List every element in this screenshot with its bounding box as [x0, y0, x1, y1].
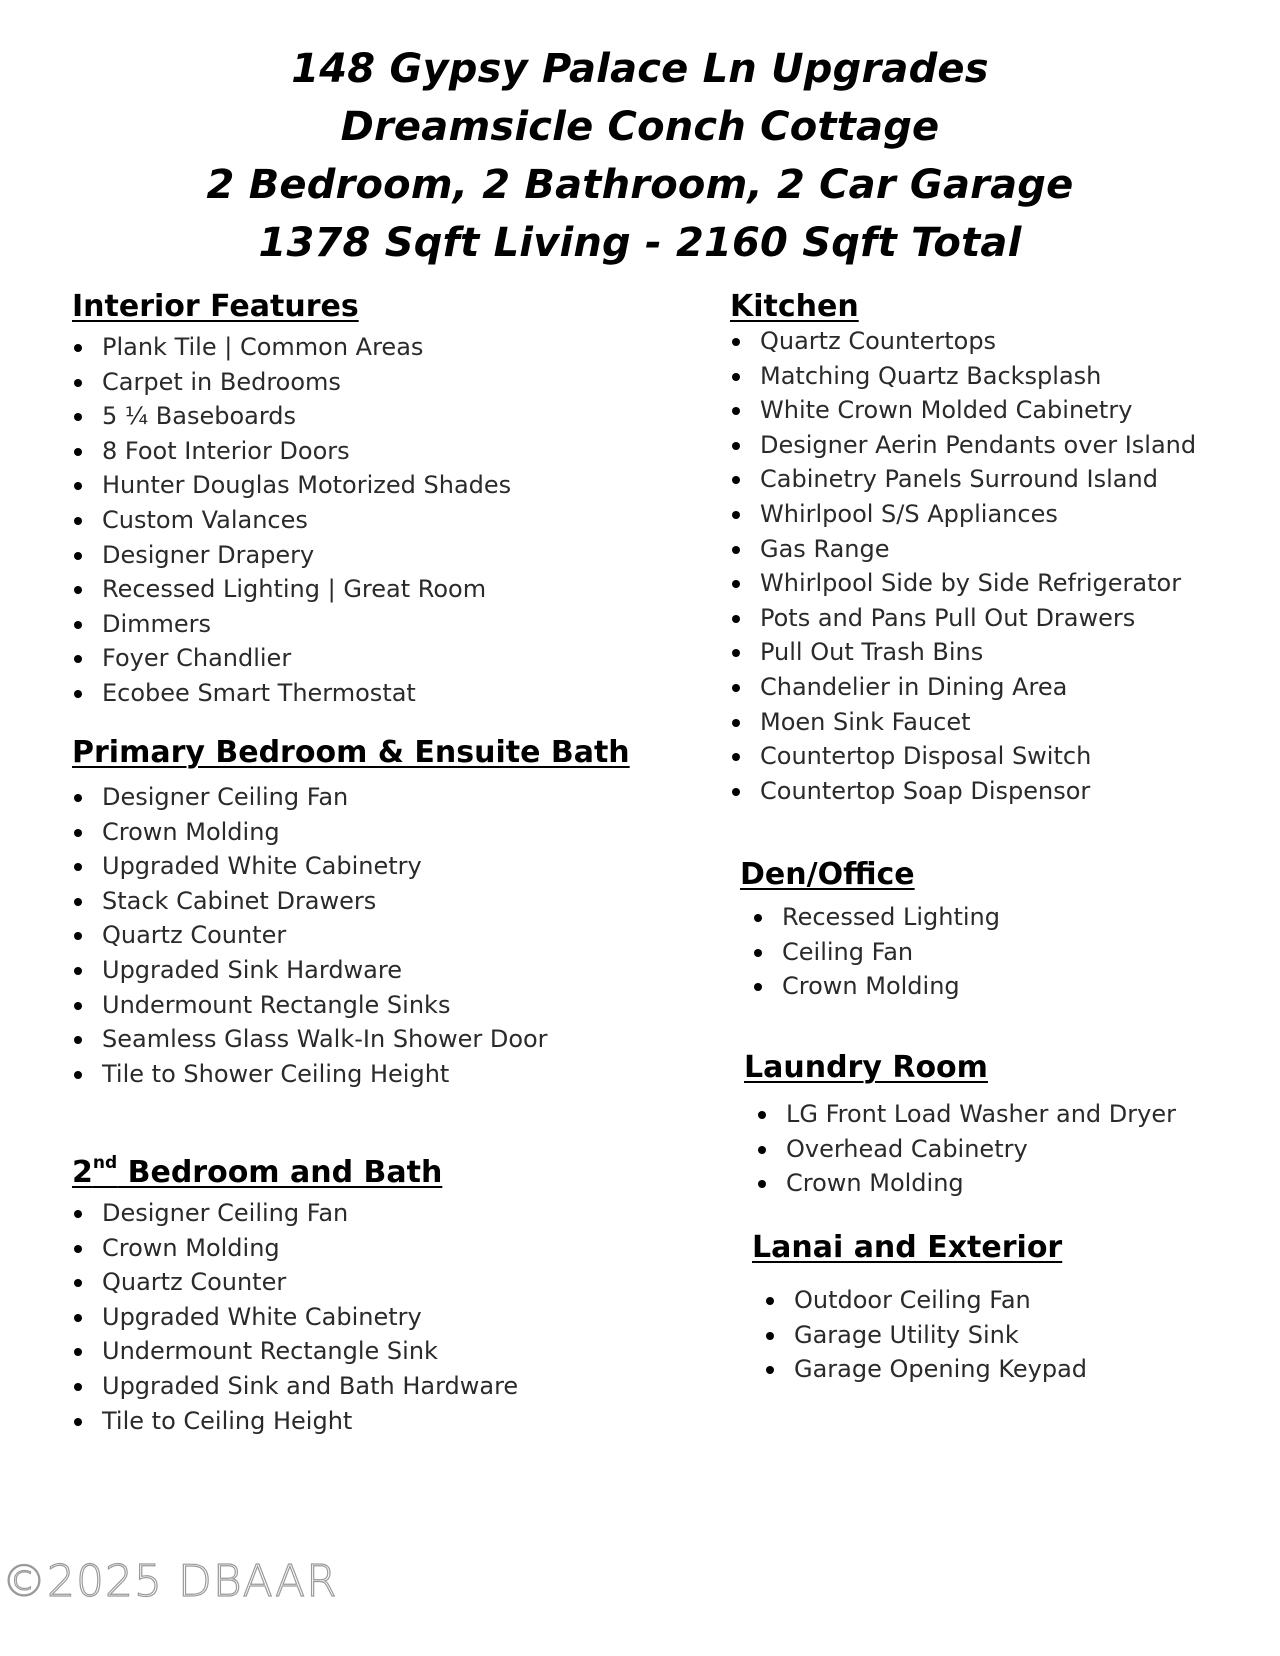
list-item: Recessed Lighting | Great Room: [72, 572, 511, 607]
list-item: Tile to Shower Ceiling Height: [72, 1057, 630, 1092]
list-item: Dimmers: [72, 607, 511, 642]
list-item: 8 Foot Interior Doors: [72, 434, 511, 469]
copyright-watermark: ©2025 DBAAR: [2, 1556, 338, 1607]
section-den-office: [740, 857, 1000, 1004]
list-item: Designer Aerin Pendants over Island: [730, 428, 1196, 463]
list-item: Foyer Chandlier: [72, 641, 511, 676]
section-laundry-room: [744, 1050, 1176, 1201]
section-primary-bedroom: [72, 735, 630, 1091]
heading-number: 2: [72, 1155, 93, 1190]
list-item: 5 ¼ Baseboards: [72, 399, 511, 434]
list-item: Undermount Rectangle Sink: [72, 1334, 518, 1369]
list-item: Crown Molding: [756, 1166, 1176, 1201]
list-item: Overhead Cabinetry: [756, 1132, 1176, 1167]
list-item: Ceiling Fan: [752, 935, 1000, 970]
title-address: 148 Gypsy Palace Ln Upgrades: [291, 46, 989, 92]
list-item: Whirlpool Side by Side Refrigerator: [730, 566, 1196, 601]
list-item: Designer Ceiling Fan: [72, 1196, 518, 1231]
section-second-bedroom: [72, 1155, 518, 1438]
list-item: LG Front Load Washer and Dryer: [756, 1097, 1176, 1132]
list-item: Ecobee Smart Thermostat: [72, 676, 511, 711]
list-item: Recessed Lighting: [752, 900, 1000, 935]
list-item: Seamless Glass Walk-In Shower Door: [72, 1022, 630, 1057]
list-item: Garage Utility Sink: [764, 1318, 1087, 1353]
primary-list: [72, 780, 630, 1091]
laundry-list: [756, 1097, 1176, 1201]
list-item: Cabinetry Panels Surround Island: [730, 462, 1196, 497]
list-item: Tile to Ceiling Height: [72, 1404, 518, 1439]
section-heading-interior: Interior Features: [72, 289, 359, 324]
list-item: Stack Cabinet Drawers: [72, 884, 630, 919]
list-item: Crown Molding: [72, 1231, 518, 1266]
list-item: Moen Sink Faucet: [730, 705, 1196, 740]
list-item: Undermount Rectangle Sinks: [72, 988, 630, 1023]
section-heading-den: Den/Office: [740, 857, 915, 892]
list-item: Crown Molding: [72, 815, 630, 850]
section-lanai-exterior: [752, 1230, 1087, 1387]
list-item: Chandelier in Dining Area: [730, 670, 1196, 705]
list-item: Upgraded White Cabinetry: [72, 1300, 518, 1335]
title-sqft: 1378 Sqft Living - 2160 Sqft Total: [258, 220, 1022, 266]
section-interior-features: [72, 289, 511, 711]
document-title: [0, 40, 1280, 272]
list-item: Whirlpool S/S Appliances: [730, 497, 1196, 532]
kitchen-list: [730, 324, 1196, 808]
list-item: Carpet in Bedrooms: [72, 365, 511, 400]
list-item: Designer Ceiling Fan: [72, 780, 630, 815]
list-item: White Crown Molded Cabinetry: [730, 393, 1196, 428]
list-item: Matching Quartz Backsplash: [730, 359, 1196, 394]
section-heading-primary: Primary Bedroom & Ensuite Bath: [72, 735, 630, 770]
list-item: Plank Tile | Common Areas: [72, 330, 511, 365]
list-item: Crown Molding: [752, 969, 1000, 1004]
list-item: Garage Opening Keypad: [764, 1352, 1087, 1387]
lanai-list: [764, 1283, 1087, 1387]
list-item: Quartz Counter: [72, 1265, 518, 1300]
section-kitchen: [730, 289, 1196, 808]
list-item: Designer Drapery: [72, 538, 511, 573]
heading-ordinal: nd: [92, 1153, 118, 1173]
title-rooms: 2 Bedroom, 2 Bathroom, 2 Car Garage: [206, 162, 1074, 208]
list-item: Upgraded Sink Hardware: [72, 953, 630, 988]
list-item: Pots and Pans Pull Out Drawers: [730, 601, 1196, 636]
list-item: Outdoor Ceiling Fan: [764, 1283, 1087, 1318]
list-item: Hunter Douglas Motorized Shades: [72, 468, 511, 503]
list-item: Quartz Countertops: [730, 324, 1196, 359]
section-heading-lanai: Lanai and Exterior: [752, 1230, 1063, 1265]
interior-list: [72, 330, 511, 711]
second-list: [72, 1196, 518, 1438]
list-item: Pull Out Trash Bins: [730, 635, 1196, 670]
list-item: Countertop Disposal Switch: [730, 739, 1196, 774]
section-heading-second: [72, 1155, 518, 1190]
heading-text: Bedroom and Bath: [117, 1155, 443, 1190]
list-item: Gas Range: [730, 532, 1196, 567]
den-list: [752, 900, 1000, 1004]
section-heading-laundry: Laundry Room: [744, 1050, 988, 1085]
list-item: Upgraded Sink and Bath Hardware: [72, 1369, 518, 1404]
list-item: Upgraded White Cabinetry: [72, 849, 630, 884]
title-model: Dreamsicle Conch Cottage: [340, 104, 940, 150]
section-heading-kitchen: Kitchen: [730, 289, 859, 324]
list-item: Quartz Counter: [72, 918, 630, 953]
list-item: Countertop Soap Dispensor: [730, 774, 1196, 809]
list-item: Custom Valances: [72, 503, 511, 538]
